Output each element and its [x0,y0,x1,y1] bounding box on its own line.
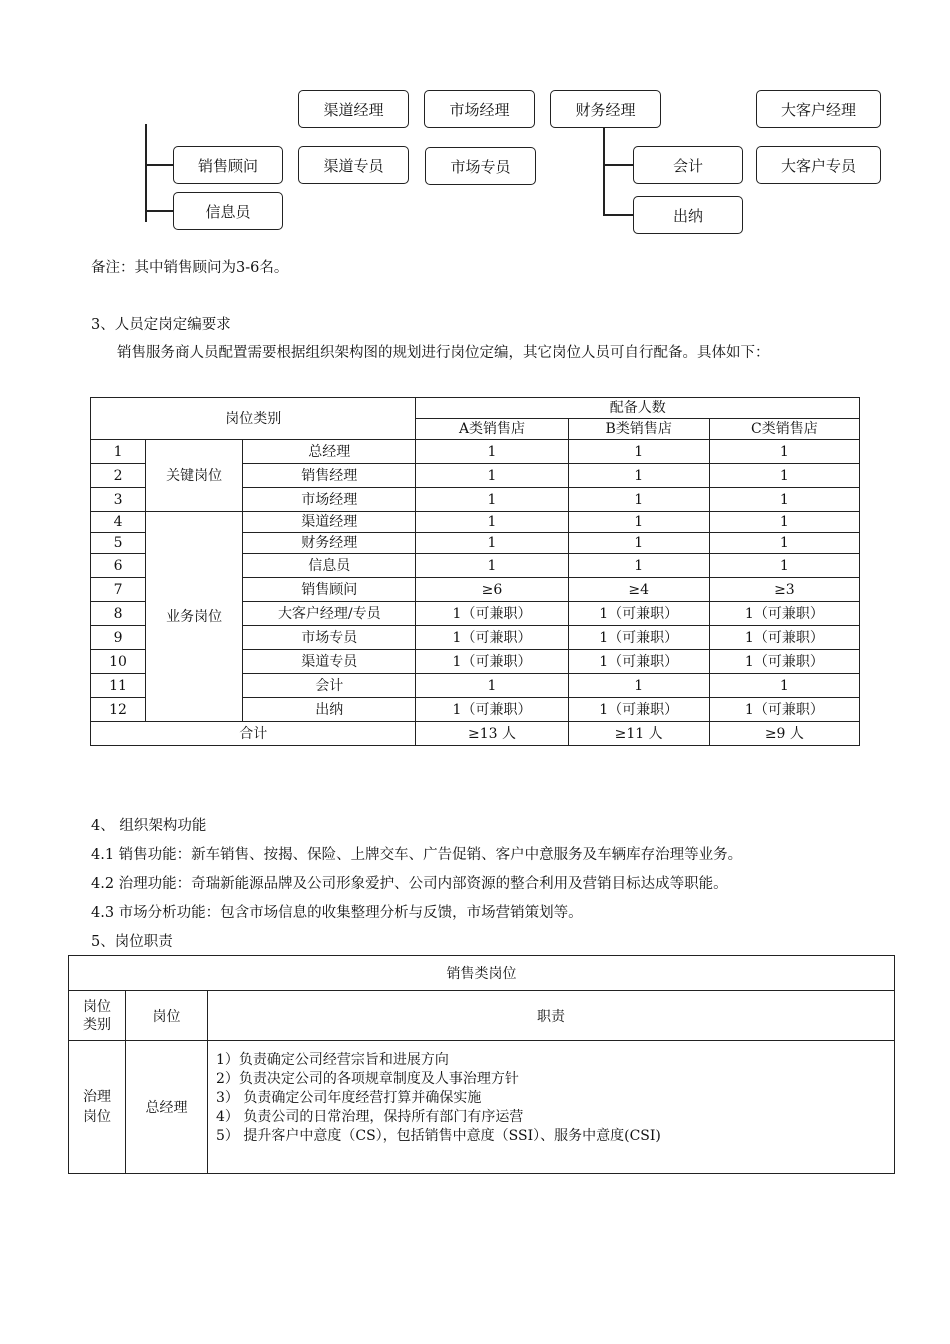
row-a: 1 [416,488,568,512]
row-c: 1（可兼职） [709,698,859,722]
row-c: 1（可兼职） [709,626,859,650]
row-no: 1 [91,440,146,464]
row-position: 市场经理 [243,488,416,512]
row-b: 1 [568,440,709,464]
row-b: ≥4 [568,578,709,602]
table-row [91,440,860,464]
org-box-channel-manager: 渠道经理 [298,90,409,128]
org-box-cashier: 出纳 [633,196,743,234]
row-b: 1 [568,674,709,698]
row-position: 总经理 [126,1041,208,1174]
col-duties-header: 职责 [208,991,895,1041]
row-no: 4 [91,512,146,533]
row-b: 1 [568,554,709,578]
row-position: 出纳 [243,698,416,722]
row-no: 9 [91,626,146,650]
row-position: 市场专员 [243,626,416,650]
org-box-market-specialist: 市场专员 [425,147,536,185]
row-c: 1 [709,533,859,554]
duties-table [68,955,895,1174]
header-store-a: A类销售店 [416,419,568,440]
staff-quota-table [90,397,860,746]
section4-heading: 4、 组织架构功能 [91,818,207,834]
org-box-key-account-manager: 大客户经理 [756,90,881,128]
total-a: ≥13 人 [416,722,568,746]
row-position: 信息员 [243,554,416,578]
col-category-label: 岗位类别 [83,998,111,1033]
org-box-channel-specialist: 渠道专员 [298,146,409,184]
row-a: ≥6 [416,578,568,602]
row-a: 1 [416,464,568,488]
row-no: 5 [91,533,146,554]
org-box-info-officer: 信息员 [173,192,283,230]
connector-line [603,128,605,216]
org-box-sales-consultant: 销售顾问 [173,146,283,184]
connector-line [603,214,633,216]
group-key: 关键岗位 [146,440,243,512]
row-b: 1 [568,464,709,488]
row-b: 1（可兼职） [568,626,709,650]
total-row [91,722,860,746]
duty-item: 1）负责确定公司经营宗旨和进展方向 [216,1052,449,1068]
col-category-header [69,991,126,1041]
total-c: ≥9 人 [709,722,859,746]
row-no: 12 [91,698,146,722]
duty-item: 5） 提升客户中意度（CS），包括销售中意度（SSI）、服务中意度(CSI) [216,1128,661,1144]
row-c: 1 [709,554,859,578]
header-store-c: C类销售店 [709,419,859,440]
row-no: 11 [91,674,146,698]
group-business: 业务岗位 [146,512,243,722]
row-c: 1 [709,464,859,488]
section4-item-2: 4.2 治理功能：奇瑞新能源品牌及公司形象爱护、公司内部资源的整合利用及营销目标达成等职能。 [91,876,728,892]
row-c: 1（可兼职） [709,650,859,674]
duties-table-title: 销售类岗位 [69,956,895,991]
section5-heading: 5、岗位职责 [91,934,173,950]
row-position: 财务经理 [243,533,416,554]
row-c: 1 [709,440,859,464]
row-a: 1 [416,440,568,464]
row-no: 7 [91,578,146,602]
header-category: 岗位类别 [91,398,416,440]
row-a: 1（可兼职） [416,698,568,722]
row-c: 1 [709,488,859,512]
row-position: 渠道专员 [243,650,416,674]
row-no: 10 [91,650,146,674]
row-a: 1 [416,554,568,578]
row-duties [208,1041,895,1174]
connector-line [145,124,147,222]
total-label: 合计 [91,722,416,746]
row-c: 1（可兼职） [709,602,859,626]
row-no: 2 [91,464,146,488]
row-category-label: 治理岗位 [83,1089,111,1125]
total-b: ≥11 人 [568,722,709,746]
header-count: 配备人数 [416,398,860,419]
row-position: 渠道经理 [243,512,416,533]
row-position: 大客户经理/专员 [243,602,416,626]
row-b: 1（可兼职） [568,602,709,626]
row-a: 1 [416,512,568,533]
row-a: 1（可兼职） [416,602,568,626]
row-a: 1（可兼职） [416,650,568,674]
row-c: ≥3 [709,578,859,602]
duty-item: 3） 负责确定公司年度经营打算并确保实施 [216,1090,482,1106]
connector-line [603,164,633,166]
row-b: 1 [568,533,709,554]
org-box-finance-manager: 财务经理 [550,90,661,128]
org-box-market-manager: 市场经理 [424,90,535,128]
org-box-accountant: 会计 [633,146,743,184]
row-a: 1（可兼职） [416,626,568,650]
row-no: 3 [91,488,146,512]
row-position: 销售经理 [243,464,416,488]
row-position: 会计 [243,674,416,698]
duty-item: 2）负责决定公司的各项规章制度及人事治理方针 [216,1071,519,1087]
section3-heading: 3、人员定岗定编要求 [91,317,231,333]
connector-line [145,164,173,166]
org-box-key-account-specialist: 大客户专员 [756,146,881,184]
row-no: 6 [91,554,146,578]
row-b: 1 [568,512,709,533]
row-b: 1 [568,488,709,512]
row-position: 总经理 [243,440,416,464]
row-b: 1（可兼职） [568,650,709,674]
note-text: 备注：其中销售顾问为3-6名。 [91,260,289,276]
section4-item-1: 4.1 销售功能：新车销售、按揭、保险、上牌交车、广告促销、客户中意服务及车辆库存治理等业务。 [91,847,743,863]
duty-item: 4） 负责公司的日常治理，保持所有部门有序运营 [216,1109,524,1125]
table-row [69,1041,895,1174]
header-store-b: B类销售店 [568,419,709,440]
row-a: 1 [416,674,568,698]
row-a: 1 [416,533,568,554]
row-no: 8 [91,602,146,626]
row-c: 1 [709,674,859,698]
section3-intro: 销售服务商人员配置需要根据组织架构图的规划进行岗位定编，其它岗位人员可自行配备。具体如下： [117,345,770,361]
section4-item-3: 4.3 市场分析功能：包含市场信息的收集整理分析与反馈，市场营销策划等。 [91,905,583,921]
table-row [91,512,860,533]
connector-line [145,210,173,212]
row-category [69,1041,126,1174]
row-position: 销售顾问 [243,578,416,602]
col-position-header: 岗位 [126,991,208,1041]
row-b: 1（可兼职） [568,698,709,722]
row-c: 1 [709,512,859,533]
